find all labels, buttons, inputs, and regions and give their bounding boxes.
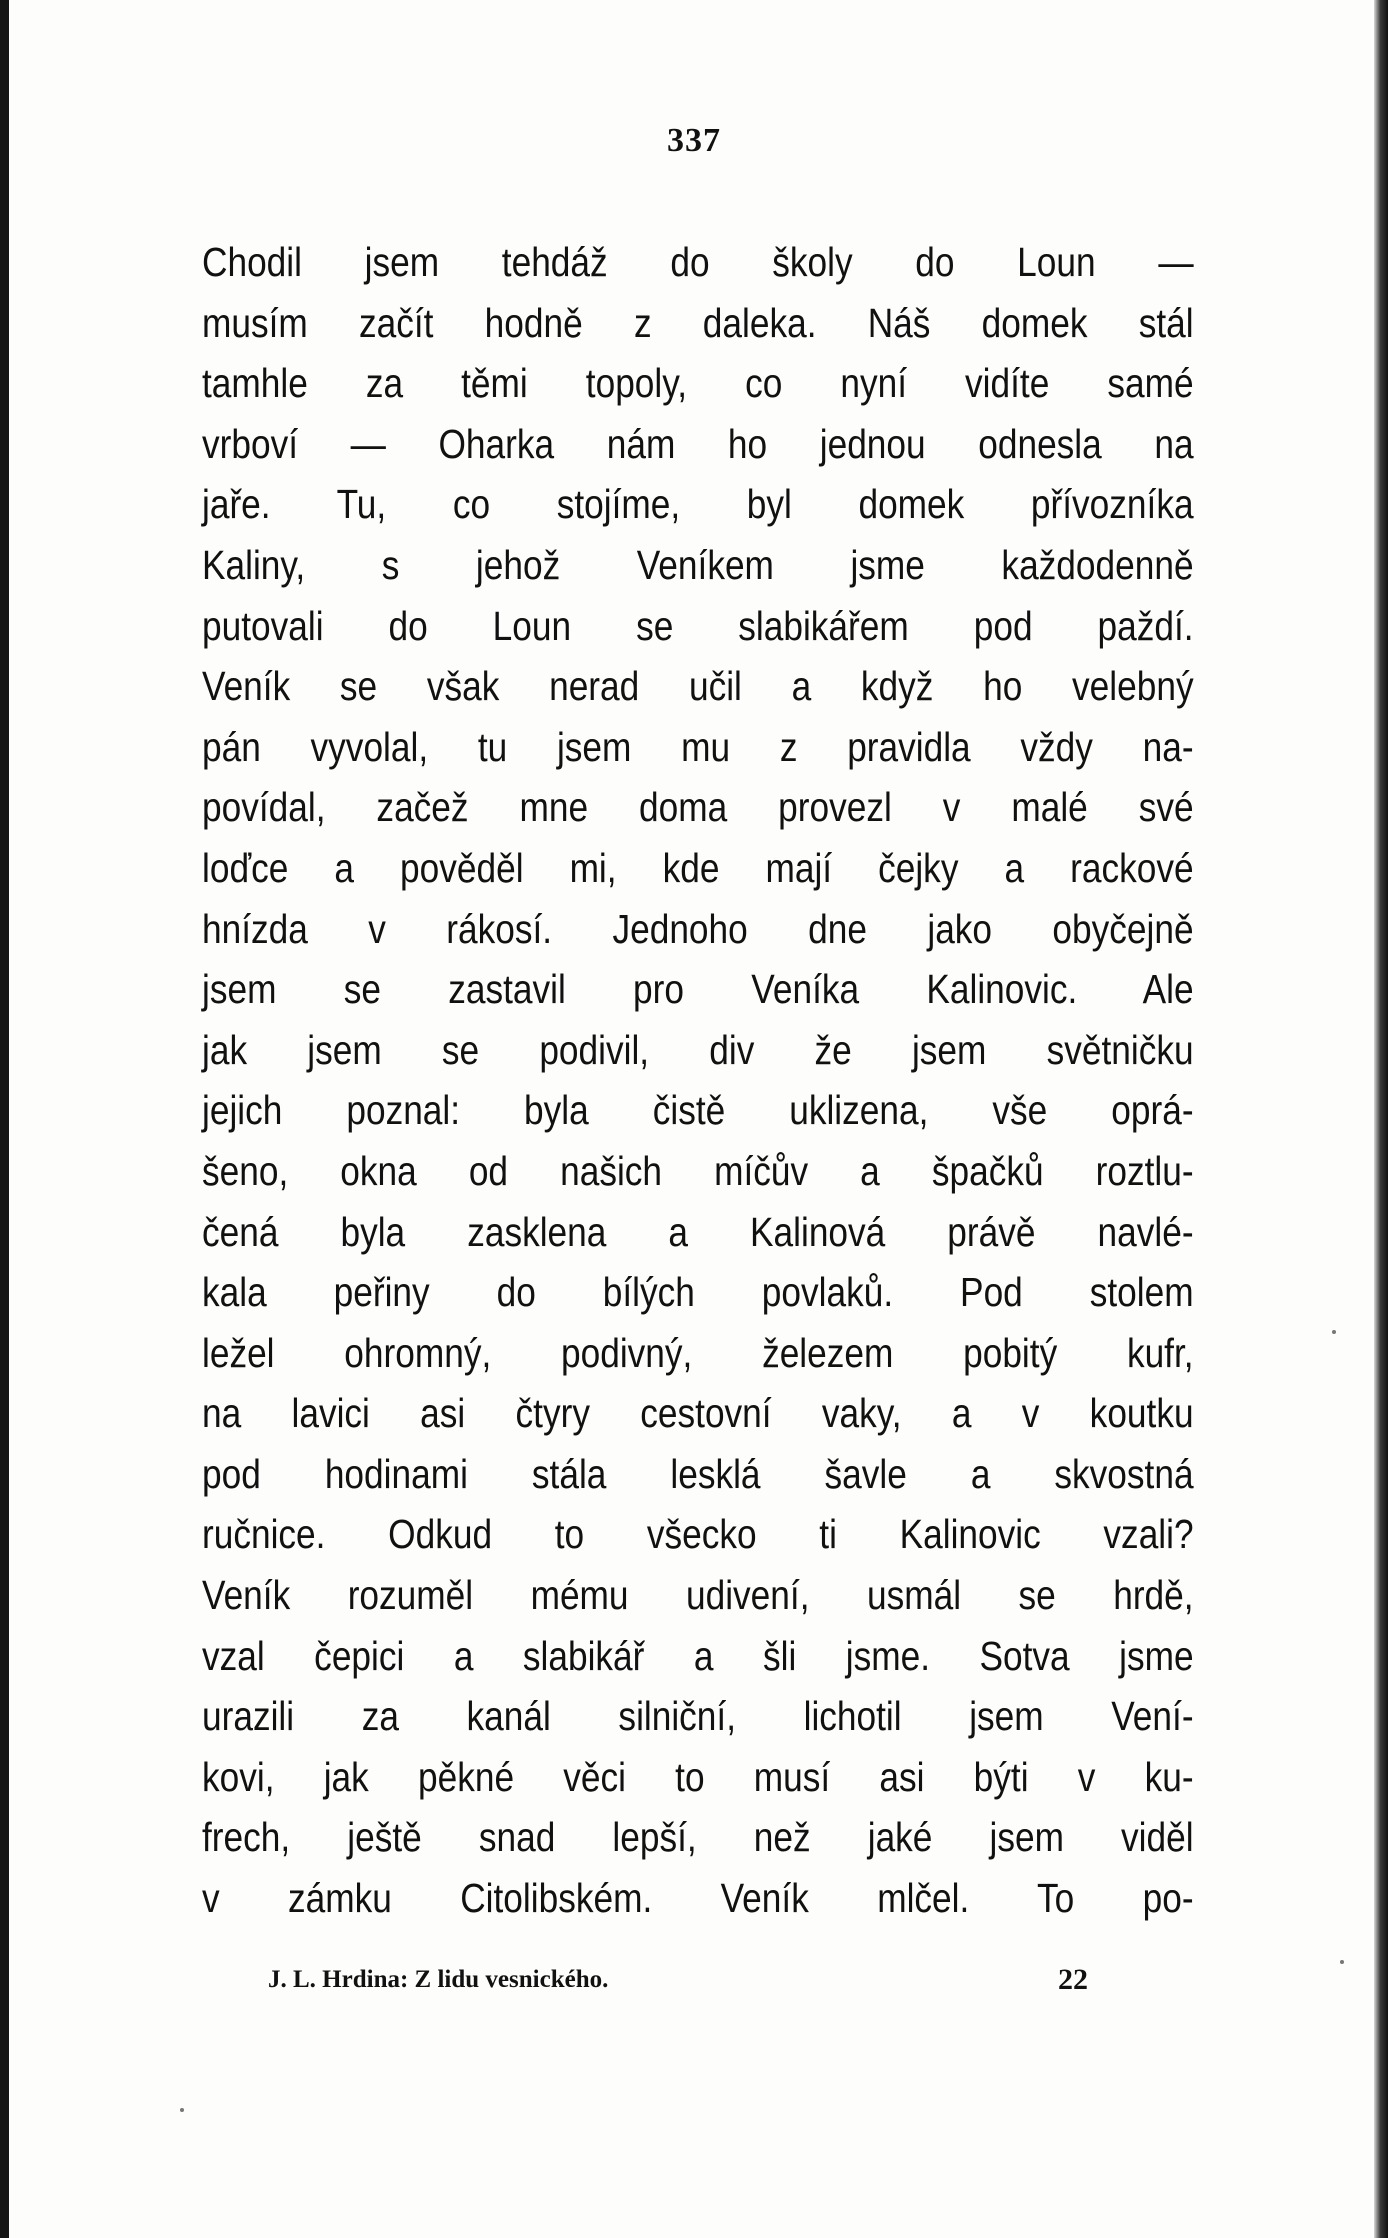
page-footer — [268, 1960, 1088, 2000]
text-line: jaře. Tu, co stojíme, byl domek přívozníka — [202, 481, 1194, 528]
text-line: ručnice. Odkud to všecko ti Kalinovic vzali? — [202, 1511, 1194, 1558]
text-line: jak jsem se podivil, div že jsem světničku — [202, 1026, 1194, 1073]
text-line: frech, ještě snad lepší, než jaké jsem viděl — [202, 1814, 1194, 1861]
scan-edge-right — [1374, 0, 1388, 2238]
text-line: vrboví — Oharka nám ho jednou odnesla na — [202, 420, 1194, 467]
text-line: v zámku Citolibském. Veník mlčel. To po- — [202, 1875, 1194, 1922]
scan-speck — [1332, 1330, 1336, 1334]
text-line: povídal, začež mne doma provezl v malé své — [202, 784, 1194, 831]
text-line: šeno, okna od našich míčův a špačků roztlu- — [202, 1147, 1194, 1194]
text-line: na lavici asi čtyry cestovní vaky, a v koutku — [202, 1390, 1194, 1437]
text-line: kala peřiny do bílých povlaků. Pod stolem — [202, 1269, 1194, 1316]
text-line: tamhle za těmi topoly, co nyní vidíte samé — [202, 360, 1194, 407]
body-text — [202, 232, 1194, 1929]
page-number: 337 — [667, 122, 721, 159]
scan-speck — [180, 2108, 184, 2112]
scan-speck — [1340, 1960, 1344, 1964]
scan-edge-left — [0, 0, 9, 2238]
signature-line: J. L. Hrdina: Z lidu vesnického. — [268, 1966, 609, 1993]
text-line: jejich poznal: byla čistě uklizena, vše oprá- — [202, 1087, 1194, 1134]
text-line: urazili za kanál silniční, lichotil jsem Vení- — [202, 1693, 1194, 1740]
text-line: čená byla zasklena a Kalinová právě navlé- — [202, 1208, 1194, 1255]
sheet-number: 22 — [1058, 1963, 1088, 1996]
text-line: kovi, jak pěkné věci to musí asi býti v ku- — [202, 1753, 1194, 1800]
text-line: putovali do Loun se slabikářem pod paždí. — [202, 602, 1194, 649]
text-line: Veník se však nerad učil a když ho velebný — [202, 663, 1194, 710]
text-line: pod hodinami stála lesklá šavle a skvostná — [202, 1450, 1194, 1497]
text-line: hnízda v rákosí. Jednoho dne jako obyčejně — [202, 905, 1194, 952]
text-line: pán vyvolal, tu jsem mu z pravidla vždy na- — [202, 723, 1194, 770]
text-line: jsem se zastavil pro Veníka Kalinovic. Ale — [202, 966, 1194, 1013]
text-line: loďce a pověděl mi, kde mají čejky a rackové — [202, 844, 1194, 891]
text-line: musím začít hodně z daleka. Náš domek stál — [202, 299, 1194, 346]
text-line: vzal čepici a slabikář a šli jsme. Sotva jsme — [202, 1632, 1194, 1679]
text-line: Kaliny, s jehož Veníkem jsme každodenně — [202, 541, 1194, 588]
text-line: ležel ohromný, podivný, železem pobitý kufr, — [202, 1329, 1194, 1376]
text-line: Chodil jsem tehdáž do školy do Loun — — [202, 239, 1194, 285]
text-line: Veník rozuměl mému udivení, usmál se hrdě, — [202, 1572, 1194, 1619]
